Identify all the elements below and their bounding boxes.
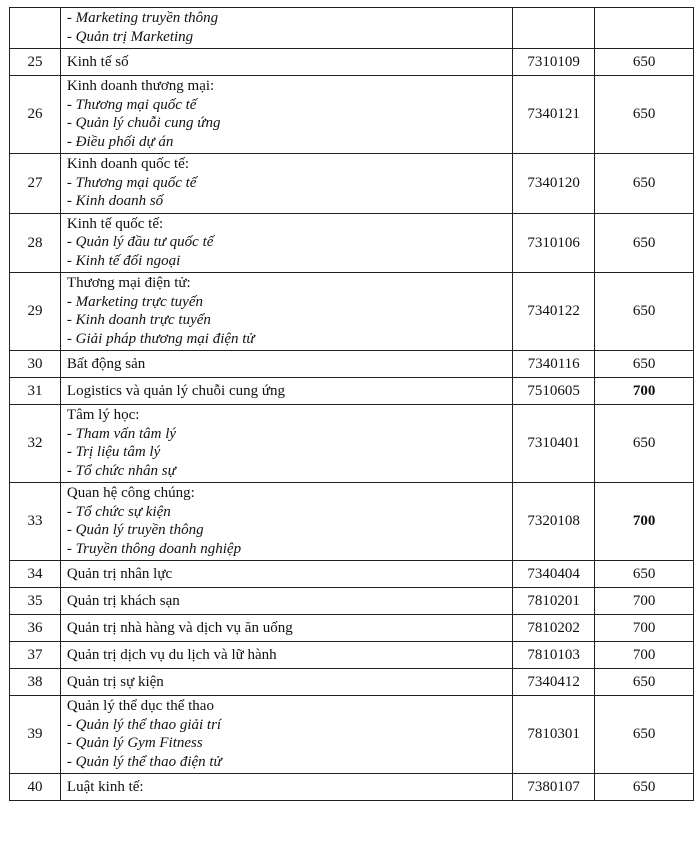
specialization: - Trị liệu tâm lý [66,444,161,460]
table-row [10,615,694,642]
row-number: 38 [10,669,61,696]
specialization: - Marketing trực tuyến [66,293,203,310]
row-number: 31 [10,378,61,405]
program-name: Kinh tế quốc tế: [66,215,164,232]
table-row [10,483,694,561]
table-row [10,378,694,405]
specialization: - Quản lý đầu tư quốc tế [66,234,214,250]
specialization: - Tổ chức sự kiện [66,503,171,520]
specialization: - Tổ chức nhân sự [66,462,176,479]
program-table-body [10,8,694,801]
row-number [10,8,61,49]
specialization: - Thương mại quốc tế [66,174,197,191]
specialization: - Quản lý Gym Fitness [66,735,203,751]
program-name-cell [60,483,512,561]
program-name-cell [60,696,512,774]
program-code: 7310401 [513,405,595,483]
row-number: 25 [10,49,61,76]
program-name-cell [60,615,512,642]
program-code: 7810202 [513,615,595,642]
specialization: - Điều phối dự án [66,133,174,150]
score: 650 [595,669,694,696]
table-row [10,405,694,483]
specialization: - Quản lý thể thao giải trí [66,716,222,733]
program-name: Kinh doanh thương mại: [66,78,215,94]
specialization: - Kinh doanh trực tuyến [66,312,211,328]
program-name: Tâm lý học: [66,407,140,423]
program-code: 7380107 [513,774,595,801]
table-row [10,696,694,774]
program-name-cell [60,774,512,801]
program-code: 7810201 [513,588,595,615]
program-name-cell [60,669,512,696]
score: 700 [595,588,694,615]
program-name-cell [60,8,512,49]
program-name: Quản trị khách sạn [66,592,180,609]
table-row [10,273,694,351]
program-name-cell [60,642,512,669]
row-number: 37 [10,642,61,669]
program-name: Quản trị nhân lực [66,565,173,582]
program-name: Luật kinh tế: [66,778,144,795]
specialization: - Truyền thông doanh nghiệp [66,540,242,557]
program-code: 7340412 [513,669,595,696]
program-name-cell [60,561,512,588]
table-row [10,351,694,378]
program-code: 7320108 [513,483,595,561]
specialization: - Marketing truyền thông [66,10,219,26]
program-name: Thương mại điện tử: [66,275,191,291]
program-name-cell [60,154,512,214]
row-number: 36 [10,615,61,642]
row-number: 30 [10,351,61,378]
table-row [10,49,694,76]
specialization: - Thương mại quốc tế [66,96,197,113]
specialization: - Kinh tế đối ngoại [66,252,181,269]
program-code: 7340122 [513,273,595,351]
score: 650 [595,49,694,76]
program-code: 7340121 [513,76,595,154]
table-row [10,76,694,154]
score: 650 [595,561,694,588]
row-number: 39 [10,696,61,774]
table-row [10,669,694,696]
program-code: 7810103 [513,642,595,669]
table-row [10,154,694,214]
program-table [9,7,694,801]
row-number: 28 [10,213,61,273]
score: 700 [595,378,694,405]
specialization: - Quản lý chuỗi cung ứng [66,115,221,131]
program-name: Logistics và quản lý chuỗi cung ứng [66,382,286,399]
program-name-cell [60,273,512,351]
table-row [10,588,694,615]
score: 650 [595,351,694,378]
program-name: Quản lý thể dục thể thao [66,698,214,714]
program-name-cell [60,378,512,405]
program-name-cell [60,213,512,273]
program-name: Bất động sản [66,355,146,372]
program-name-cell [60,49,512,76]
program-name: Kinh doanh quốc tế: [66,156,189,172]
program-code: 7310106 [513,213,595,273]
score: 650 [595,154,694,214]
score: 650 [595,213,694,273]
specialization: - Tham vấn tâm lý [66,425,177,442]
program-name-cell [60,351,512,378]
score: 700 [595,642,694,669]
specialization: - Giải pháp thương mại điện tử [66,330,255,347]
program-name: Quản trị nhà hàng và dịch vụ ăn uống [66,619,293,636]
program-name: Quản trị sự kiện [66,673,164,690]
program-name: Quản trị dịch vụ du lịch và lữ hành [66,646,277,663]
program-name: Quan hệ công chúng: [66,485,195,501]
program-code: 7510605 [513,378,595,405]
program-code: 7810301 [513,696,595,774]
program-name: Kinh tế số [66,53,129,70]
row-number: 35 [10,588,61,615]
program-code: 7340116 [513,351,595,378]
score: 650 [595,774,694,801]
row-number: 40 [10,774,61,801]
program-name-cell [60,588,512,615]
specialization: - Quản lý thể thao điện tử [66,753,222,770]
program-code: 7340404 [513,561,595,588]
program-name-cell [60,405,512,483]
program-code: 7340120 [513,154,595,214]
table-row [10,774,694,801]
row-number: 29 [10,273,61,351]
table-row [10,561,694,588]
specialization: - Quản lý truyền thông [66,522,204,538]
table-row [10,8,694,49]
row-number: 33 [10,483,61,561]
table-row [10,642,694,669]
specialization: - Quản trị Marketing [66,28,194,45]
score: 650 [595,76,694,154]
score: 700 [595,615,694,642]
program-name-cell [60,76,512,154]
specialization: - Kinh doanh số [66,193,164,209]
score: 650 [595,405,694,483]
program-code: 7310109 [513,49,595,76]
score: 650 [595,696,694,774]
score [595,8,694,49]
program-code [513,8,595,49]
row-number: 32 [10,405,61,483]
row-number: 27 [10,154,61,214]
score: 650 [595,273,694,351]
score: 700 [595,483,694,561]
table-row [10,213,694,273]
row-number: 26 [10,76,61,154]
row-number: 34 [10,561,61,588]
